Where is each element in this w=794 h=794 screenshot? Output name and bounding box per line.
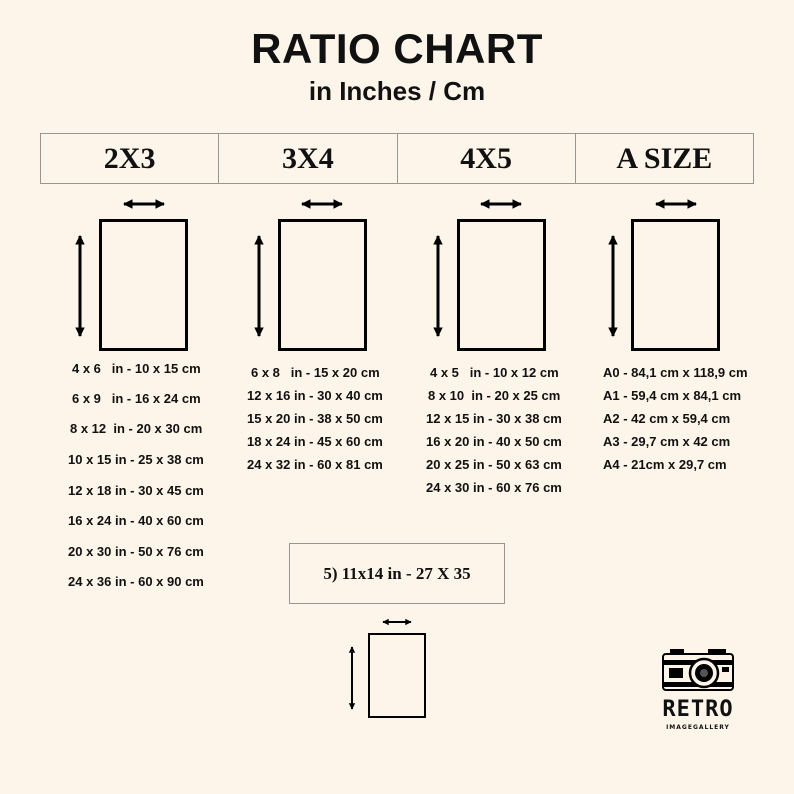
size-list-a-size <box>603 365 748 472</box>
size-item: 6 x 8 in - 15 x 20 cm <box>251 365 380 380</box>
logo-tagline: IMAGEGALLERY <box>666 724 730 731</box>
size-item: 24 x 36 in - 60 x 90 cm <box>68 574 204 589</box>
width-arrow-icon <box>380 614 414 630</box>
size-item: 6 x 9 in - 16 x 24 cm <box>72 391 201 406</box>
size-item: A4 - 21cm x 29,7 cm <box>603 457 727 472</box>
height-arrow-icon <box>70 232 90 340</box>
width-arrow-icon <box>477 194 525 214</box>
ratio-header-a-size: A SIZE <box>616 141 713 175</box>
size-item: 4 x 5 in - 10 x 12 cm <box>430 365 559 380</box>
height-arrow-icon <box>428 232 448 340</box>
size-item: 20 x 30 in - 50 x 76 cm <box>68 544 204 559</box>
size-item: 18 x 24 in - 45 x 60 cm <box>247 434 383 449</box>
size-list-3x4 <box>247 365 383 472</box>
width-arrow-icon <box>298 194 346 214</box>
size-item: A3 - 29,7 cm x 42 cm <box>603 434 731 449</box>
size-item: A2 - 42 cm x 59,4 cm <box>603 411 731 426</box>
height-arrow-icon <box>249 232 269 340</box>
size-list-2x3 <box>68 361 204 589</box>
size-item: A0 - 84,1 cm x 118,9 cm <box>603 365 748 380</box>
size-item: 24 x 30 in - 60 x 76 cm <box>426 480 562 495</box>
ratio-header-2x3: 2X3 <box>41 134 219 183</box>
ratio-header-4x5: 4X5 <box>398 134 576 183</box>
page-subtitle: in Inches / Cm <box>308 76 486 106</box>
frame-4x5 <box>457 219 546 351</box>
size-item: 12 x 18 in - 30 x 45 cm <box>68 483 204 498</box>
size-item: 4 x 6 in - 10 x 15 cm <box>72 361 201 376</box>
ratio-header-3x4: 3X4 <box>219 134 397 183</box>
frame-11x14 <box>368 633 426 718</box>
size-item: 24 x 32 in - 60 x 81 cm <box>247 457 383 472</box>
frame-2x3 <box>99 219 188 351</box>
width-arrow-icon <box>120 194 168 214</box>
logo-wordmark: RETRO <box>662 697 734 722</box>
size-item: 12 x 16 in - 30 x 40 cm <box>247 388 383 403</box>
height-arrow-icon <box>603 232 623 340</box>
size-item: 20 x 25 in - 50 x 63 cm <box>426 457 562 472</box>
frame-a-size <box>631 219 720 351</box>
size-item: A1 - 59,4 cm x 84,1 cm <box>603 388 742 403</box>
size-item: 8 x 12 in - 20 x 30 cm <box>70 421 203 436</box>
bonus-size-box: 5) 11x14 in - 27 X 35 <box>289 543 505 604</box>
size-item: 15 x 20 in - 38 x 50 cm <box>247 411 383 426</box>
page-title: RATIO CHART <box>251 25 543 72</box>
height-arrow-icon <box>344 644 360 712</box>
frame-3x4 <box>278 219 367 351</box>
camera-logo-icon <box>660 646 736 692</box>
size-item: 8 x 10 in - 20 x 25 cm <box>428 388 561 403</box>
size-item: 16 x 20 in - 40 x 50 cm <box>426 434 562 449</box>
size-list-4x5 <box>426 365 562 495</box>
ratio-header-row <box>40 133 754 184</box>
size-item: 10 x 15 in - 25 x 38 cm <box>68 452 204 467</box>
size-item: 12 x 15 in - 30 x 38 cm <box>426 411 562 426</box>
size-item: 16 x 24 in - 40 x 60 cm <box>68 513 204 528</box>
width-arrow-icon <box>652 194 700 214</box>
